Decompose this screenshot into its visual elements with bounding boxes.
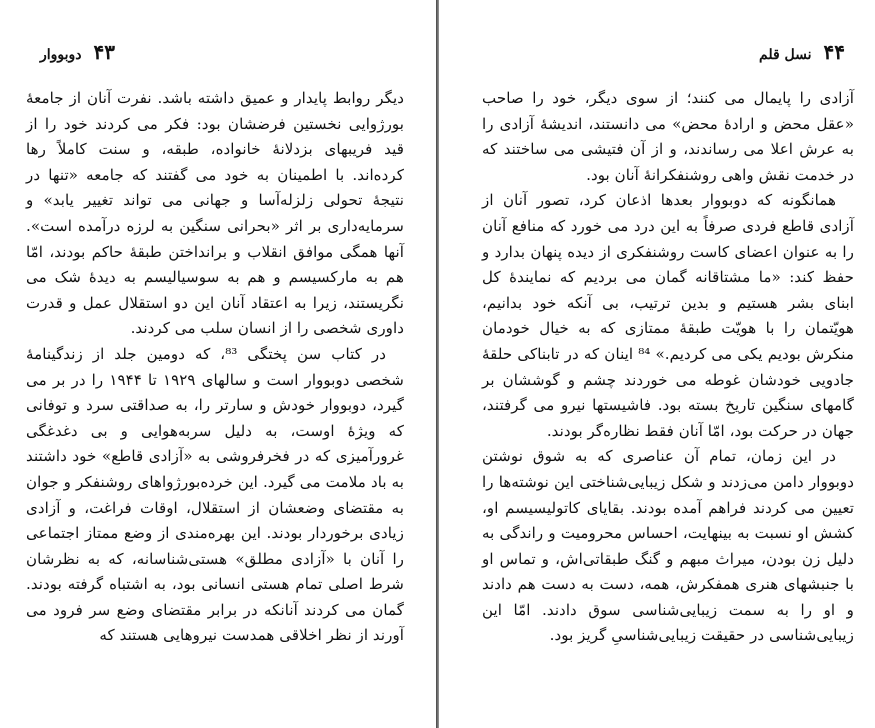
left-page-body [26,86,404,649]
paragraph: دیگر روابط پایدار و عمیق داشته باشد. نفرت آنان از جامعهٔ بورژوایی نخستین فرضشان بود: فکر می کردند خود را از قید فریبهای بزدلانهٔ خانواده، طبقه، و سنت کاملاً رها کرده‌اند. با اطمینان به خود می گفتند که جامعه «تنها در نتیجهٔ تحولی زلزله‌آسا و جهانی می تواند تغییر یابد» و سرمایه‌داری بر اثر «بحرانی سنگین به لرزه درآمده است». آنها همگی موافق انقلاب و برانداختن طبقهٔ حاکم بودند، امّا هم به مارکسیسم و هم به سوسیالیسم به دیدهٔ شک می نگریستند، زیرا به اعتقاد آنان این دو استقلال عمل و قدرت داوری شخصی را از انسان سلب می کردند. [26,89,404,338]
paragraph: آزادی را پایمال می کنند؛ از سوی دیگر، خود را صاحب «عقل محض و ارادهٔ محض» می دانستند، اندیشهٔ آزادی را به عرش اعلا می رساندند، و از آن فتیشی می ساختند که در خدمت نقش واهی روشنفکرانهٔ آنان بود. [482,89,854,184]
paragraph: همانگونه که دوبووار بعدها اذعان کرد، تصور آنان از آزادی قاطع فردی صرفاً به این درد می خورد که منافع آنان را به عنوان اعضای کاست روشنفکری از دیده پنهان بدارد و حفظ کند: «ما مشتاقانه گمان می بردیم که نمایندهٔ کل ابنای بشر هستیم و بدین ترتیب، بی آنکه خود بدانیم، هویّتمان را با هویّت طبقهٔ ممتازی که به خیال خودمان منکرش بودیم یکی می کردیم.» ⁸⁴ اینان که در تابناکی حلقهٔ جادویی خودشان غوطه می خوردند چشم و گوششان بر گامهای سنگین تاریخ بسته بود. فاشیستها نیرو می گرفتند، جهان در حرکت بود، امّا آنان فقط نظاره‌گر بودند. [482,191,855,440]
left-page-header [40,40,115,64]
right-page-body [482,86,854,649]
running-title: نسل قلم [759,47,812,63]
paragraph: در این زمان، تمام آن عناصری که به شوق نوشتن دوبووار دامن می‌زدند و شکل زیبایی‌شناختی این نوشته‌ها را تعیین می کردند فراهم آمده بودند. بقایای کاتولیسیسم او، کشش او نسبت به بینهایت، احساس محرومیت و راندگی به دلیل زن بودن، میراث مبهم و گنگ طبقاتی‌اش، و تماس او با جنبشهای هنری همفکرش، همه، دست به دست هم دادند و او را به سمت زیبایی‌شناسی سوق دادند. امّا این زیبایی‌شناسی در حقیقت زیبایی‌شناسیِ گریز بود. [482,447,854,645]
page-number: ۴۳ [93,40,116,64]
left-page [0,0,436,728]
page-number: ۴۴ [823,40,845,64]
running-title: دوبووار [40,47,82,63]
paragraph: در کتاب سن پختگی ⁸³، که دومین جلد از زندگینامهٔ شخصی دوبووار است و سالهای ۱۹۲۹ تا ۱۹۴۴ را در بر می گیرد، دوبووار خودش و سارتر را، به صداقتی سرد و توفانی که ویژهٔ اوست، به دلیل سربه‌هوایی و بی دغدغگی غرورآمیزی که در فخرفروشی به «آزادی قاطع» خود داشتند به باد ملامت می گیرد. این خرده‌بورژواهای روشنفکر و جوان به مقتضای وضعشان از استقلال، اوقات فراغت، و آزادی زیادی برخوردار بودند. این بهره‌مندی از وضع ممتاز اجتماعی را آنان با «آزادی مطلق» هستی‌شناسانه، که به نظرشان شرط اصلی تمام هستی انسانی بود، به اشتباه گرفته بودند. گمان می کردند آنانکه در برابر مقتضای وضع سر فرود می آورند از نظر اخلاقی همدست نیروهایی هستند که [26,344,404,645]
right-page [440,0,875,728]
right-page-header [759,40,845,64]
book-gutter [436,0,439,728]
